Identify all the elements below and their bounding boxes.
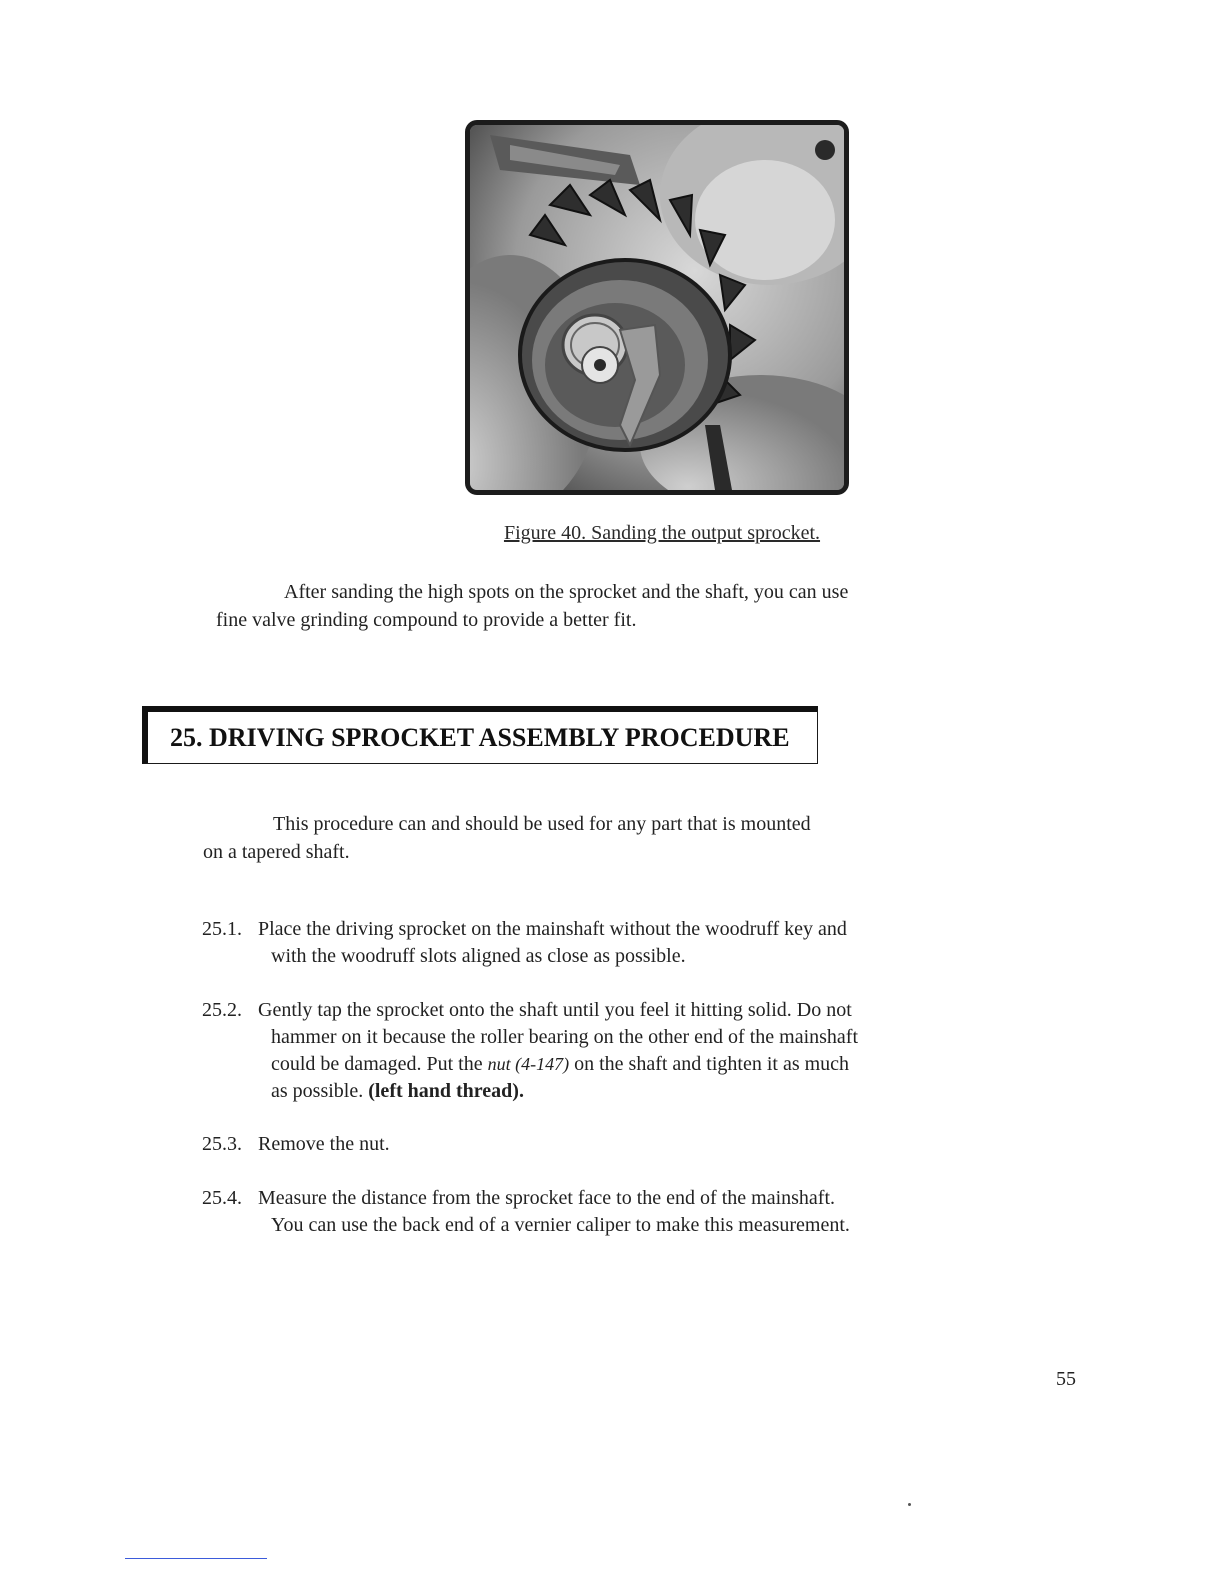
step-number: 25.4.	[202, 1187, 242, 1209]
step-number: 25.1.	[202, 918, 242, 940]
step-text-continued	[202, 1078, 858, 1105]
stray-dot	[908, 1503, 911, 1506]
footnote-rule	[125, 1558, 267, 1559]
section-title: 25. DRIVING SPROCKET ASSEMBLY PROCEDURE	[170, 723, 790, 752]
step-text-continued: with the woodruff slots aligned as close as possible.	[271, 945, 686, 967]
intro-paragraph	[216, 578, 848, 634]
step-25-3	[202, 1131, 390, 1158]
figure-caption: Figure 40. Sanding the output sprocket.	[503, 522, 821, 544]
step-number: 25.2.	[202, 999, 242, 1021]
step-number: 25.3.	[202, 1133, 242, 1155]
section-intro-line-1: This procedure can and should be used for any part that is mounted	[273, 813, 811, 835]
section-heading-box	[142, 706, 818, 764]
step-25-2	[202, 997, 858, 1105]
section-intro-paragraph	[203, 810, 811, 866]
step-25-1	[202, 916, 847, 970]
part-reference: nut (4-147)	[487, 1054, 570, 1074]
section-intro-line-2: on a tapered shaft.	[203, 841, 350, 863]
step-text: Place the driving sprocket on the mainshaft without the woodruff key and	[258, 918, 847, 940]
step-text-continued: hammer on it because the roller bearing on the other end of the mainshaft	[271, 1026, 859, 1048]
thread-note: (left hand thread).	[368, 1080, 524, 1102]
intro-line-2: fine valve grinding compound to provide a better fit.	[216, 609, 637, 631]
page-number: 55	[1056, 1368, 1076, 1390]
step-text: Gently tap the sprocket onto the shaft until you feel it hitting solid. Do not	[258, 999, 852, 1021]
step-text: Measure the distance from the sprocket face to the end of the mainshaft.	[258, 1187, 836, 1209]
step-text-segment: as possible.	[271, 1080, 369, 1102]
step-25-4	[202, 1185, 850, 1239]
step-text-continued: You can use the back end of a vernier caliper to make this measurement.	[271, 1214, 850, 1236]
step-text-continued	[202, 1051, 858, 1078]
step-text: Remove the nut.	[258, 1133, 390, 1155]
intro-line-1: After sanding the high spots on the sprocket and the shaft, you can use	[284, 581, 849, 603]
step-text-segment: on the shaft and tighten it as much	[569, 1053, 850, 1075]
step-text-segment: could be damaged. Put the	[271, 1053, 488, 1075]
sprocket-photo-illustration	[470, 125, 844, 490]
figure-40-photo	[465, 120, 849, 495]
